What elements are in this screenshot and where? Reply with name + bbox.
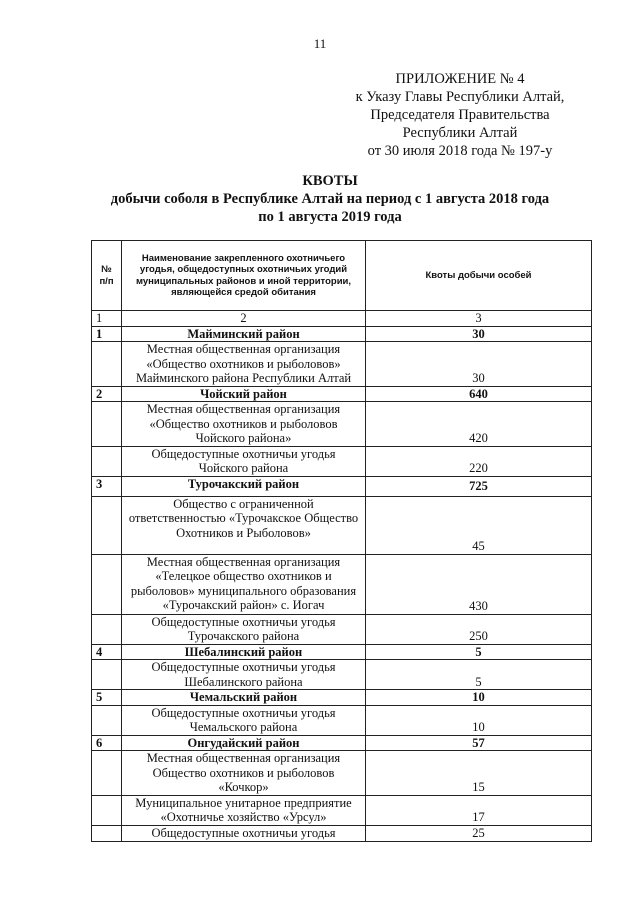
organization-name: Общедоступные охотничьи угодья: [122, 825, 366, 841]
organization-row: [92, 402, 592, 447]
organization-row: [92, 342, 592, 387]
organization-row: [92, 751, 592, 796]
title-line: добычи соболя в Республике Алтай на период с 1 августа 2018 года: [110, 191, 550, 207]
district-name: Турочакский район: [122, 476, 366, 496]
row-number: [92, 402, 122, 447]
district-row: [92, 644, 592, 660]
page-number: 11: [313, 36, 327, 51]
organization-name: Местная общественная организация «Общество охотников и рыболовов Чойского района»: [122, 402, 366, 447]
appendix-line: Республики Алтай: [402, 125, 518, 141]
organization-row: [92, 795, 592, 825]
organization-row: [92, 660, 592, 690]
organization-name: Общество с ограниченной ответственностью «Турочакское Общество Охотников и Рыболовов»: [122, 496, 366, 554]
quota-value: 725: [366, 476, 592, 496]
header-name: Наименование закрепленного охотничьего угодья, общедоступных охотничьих угодий муниципальных районов и иной территории, являющейся средой обитания: [122, 241, 366, 311]
row-number: 3: [92, 476, 122, 496]
appendix-block: [330, 70, 590, 160]
organization-row: [92, 825, 592, 841]
organization-row: [92, 614, 592, 644]
document-title: [60, 172, 600, 226]
district-row: [92, 735, 592, 751]
organization-row: [92, 554, 592, 614]
quota-table: [91, 240, 592, 842]
row-number: [92, 751, 122, 796]
row-number: [92, 446, 122, 476]
organization-name: Общедоступные охотничьи угодья Шебалинского района: [122, 660, 366, 690]
quota-value: 430: [366, 554, 592, 614]
district-row: [92, 476, 592, 496]
row-number: [92, 614, 122, 644]
organization-name: Местная общественная организация «Общество охотников и рыболовов» Майминского района Республики Алтай: [122, 342, 366, 387]
title-line: КВОТЫ: [302, 173, 358, 189]
quota-value: 10: [366, 705, 592, 735]
quota-value: 5: [366, 660, 592, 690]
table-header-row: [92, 241, 592, 311]
quota-value: 220: [366, 446, 592, 476]
appendix-line: от 30 июля 2018 года № 197-у: [367, 143, 553, 159]
organization-name: Общедоступные охотничьи угодья Турочакского района: [122, 614, 366, 644]
quota-value: 17: [366, 795, 592, 825]
quota-value: 25: [366, 825, 592, 841]
organization-row: [92, 705, 592, 735]
row-number: [92, 705, 122, 735]
organization-row: [92, 446, 592, 476]
quota-value: 420: [366, 402, 592, 447]
row-number: [92, 342, 122, 387]
organization-name: Местная общественная организация «Телецкое общество охотников и рыболовов» муниципального образования «Турочакский район» с. Иогач: [122, 554, 366, 614]
quota-value: 15: [366, 751, 592, 796]
title-line: по 1 августа 2019 года: [258, 209, 402, 225]
quota-value: 640: [366, 386, 592, 402]
column-numbering-row: [92, 311, 592, 327]
district-row: [92, 690, 592, 706]
organization-name: Общедоступные охотничьи угодья Чемальского района: [122, 705, 366, 735]
row-number: 4: [92, 644, 122, 660]
quota-value: 250: [366, 614, 592, 644]
quota-value: 45: [366, 496, 592, 554]
appendix-line: Председателя Правительства: [370, 107, 550, 123]
row-number: 2: [92, 386, 122, 402]
row-number: [92, 660, 122, 690]
quota-value: 10: [366, 690, 592, 706]
appendix-line: к Указу Главы Республики Алтай,: [355, 89, 565, 105]
district-row: [92, 326, 592, 342]
column-number: 1: [92, 311, 122, 327]
column-number: 3: [366, 311, 592, 327]
header-quota: Квоты добычи особей: [366, 241, 592, 311]
district-name: Шебалинский район: [122, 644, 366, 660]
organization-name: Местная общественная организация Общество охотников и рыболовов «Кочкор»: [122, 751, 366, 796]
row-number: 6: [92, 735, 122, 751]
appendix-line: ПРИЛОЖЕНИЕ № 4: [395, 71, 525, 87]
quota-value: 57: [366, 735, 592, 751]
quota-value: 5: [366, 644, 592, 660]
district-row: [92, 386, 592, 402]
organization-row: [92, 496, 592, 554]
district-name: Майминский район: [122, 326, 366, 342]
quota-value: 30: [366, 326, 592, 342]
row-number: [92, 795, 122, 825]
row-number: 1: [92, 326, 122, 342]
district-name: Чемальский район: [122, 690, 366, 706]
header-number: № п/п: [92, 241, 122, 311]
row-number: [92, 496, 122, 554]
row-number: [92, 554, 122, 614]
organization-name: Муниципальное унитарное предприятие «Охотничье хозяйство «Урсул»: [122, 795, 366, 825]
row-number: 5: [92, 690, 122, 706]
district-name: Онгудайский район: [122, 735, 366, 751]
quota-value: 30: [366, 342, 592, 387]
column-number: 2: [122, 311, 366, 327]
organization-name: Общедоступные охотничьи угодья Чойского района: [122, 446, 366, 476]
row-number: [92, 825, 122, 841]
district-name: Чойский район: [122, 386, 366, 402]
